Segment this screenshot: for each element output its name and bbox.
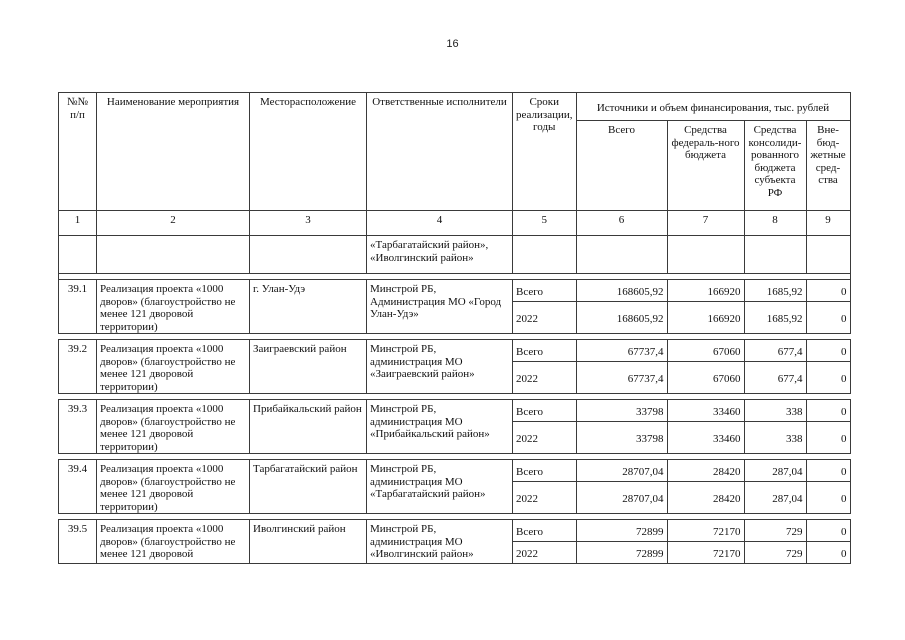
federal-cell: 72170 — [667, 542, 744, 564]
column-number: 5 — [513, 211, 577, 236]
offbudget-cell: 0 — [806, 302, 850, 334]
measure-name: Реализация проекта «1000 дворов» (благоустройство не менее 121 дворовой территории) — [97, 400, 250, 454]
header-total: Всего — [576, 121, 667, 211]
total-cell: 67737,4 — [576, 362, 667, 394]
total-cell: 168605,92 — [576, 302, 667, 334]
offbudget-cell: 0 — [806, 460, 850, 482]
offbudget-cell: 0 — [806, 482, 850, 514]
term-cell: 2022 — [513, 422, 577, 454]
column-number: 6 — [576, 211, 667, 236]
consolidated-cell: 338 — [744, 400, 806, 422]
measure-executors: Минстрой РБ, администрация МО «Заиграевский район» — [367, 340, 513, 394]
total-cell: 28707,04 — [576, 482, 667, 514]
term-cell: Всего — [513, 520, 577, 542]
page-number: 16 — [446, 38, 459, 50]
consolidated-cell: 729 — [744, 520, 806, 542]
offbudget-cell: 0 — [806, 520, 850, 542]
empty-cell — [744, 236, 806, 274]
consolidated-cell: 1685,92 — [744, 302, 806, 334]
measure-num: 39.3 — [59, 400, 97, 454]
empty-cell — [97, 236, 250, 274]
term-cell: 2022 — [513, 302, 577, 334]
measure-row — [59, 340, 851, 362]
empty-cell — [59, 236, 97, 274]
column-number: 2 — [97, 211, 250, 236]
measure-name: Реализация проекта «1000 дворов» (благоустройство не менее 121 дворовой территории) — [97, 340, 250, 394]
federal-cell: 28420 — [667, 482, 744, 514]
continuation-row — [59, 236, 851, 274]
offbudget-cell: 0 — [806, 362, 850, 394]
consolidated-cell: 287,04 — [744, 460, 806, 482]
federal-cell: 166920 — [667, 280, 744, 302]
offbudget-cell: 0 — [806, 542, 850, 564]
measure-name: Реализация проекта «1000 дворов» (благоустройство не менее 121 дворовой — [97, 520, 250, 564]
header-num: №№ п/п — [59, 93, 97, 211]
total-cell: 72899 — [576, 542, 667, 564]
header-terms: Сроки реализации, годы — [513, 93, 577, 211]
consolidated-cell: 338 — [744, 422, 806, 454]
measure-location: Тарбагатайский район — [250, 460, 367, 514]
measure-num: 39.5 — [59, 520, 97, 564]
total-cell: 33798 — [576, 422, 667, 454]
empty-cell — [806, 236, 850, 274]
federal-cell: 166920 — [667, 302, 744, 334]
federal-cell: 33460 — [667, 422, 744, 454]
measure-num: 39.1 — [59, 280, 97, 334]
column-number: 9 — [806, 211, 850, 236]
measure-row — [59, 460, 851, 482]
header-row — [59, 93, 851, 121]
offbudget-cell: 0 — [806, 340, 850, 362]
consolidated-cell: 677,4 — [744, 340, 806, 362]
consolidated-cell: 677,4 — [744, 362, 806, 394]
offbudget-cell: 0 — [806, 422, 850, 454]
offbudget-cell: 0 — [806, 280, 850, 302]
header-consolidated: Средства консолиди-рованного бюджета субъекта РФ — [744, 121, 806, 211]
term-cell: Всего — [513, 280, 577, 302]
header-federal: Средства федераль-ного бюджета — [667, 121, 744, 211]
measure-location: г. Улан-Удэ — [250, 280, 367, 334]
measure-executors: Минстрой РБ, администрация МО «Прибайкальский район» — [367, 400, 513, 454]
header-executors: Ответственные исполнители — [367, 93, 513, 211]
header-name: Наименование мероприятия — [97, 93, 250, 211]
header-offbudget: Вне-бюд-жетные сред-ства — [806, 121, 850, 211]
measure-executors: Минстрой РБ, администрация МО «Тарбагатайский район» — [367, 460, 513, 514]
empty-cell — [250, 236, 367, 274]
measure-location: Прибайкальский район — [250, 400, 367, 454]
continuation-executors: «Тарбагатайский район», «Иволгинский район» — [367, 236, 513, 274]
consolidated-cell: 1685,92 — [744, 280, 806, 302]
measure-location: Иволгинский район — [250, 520, 367, 564]
column-number: 7 — [667, 211, 744, 236]
measure-num: 39.2 — [59, 340, 97, 394]
empty-cell — [513, 236, 577, 274]
consolidated-cell: 729 — [744, 542, 806, 564]
federal-cell: 67060 — [667, 340, 744, 362]
column-number-row — [59, 211, 851, 236]
total-cell: 72899 — [576, 520, 667, 542]
total-cell: 67737,4 — [576, 340, 667, 362]
term-cell: Всего — [513, 400, 577, 422]
total-cell: 168605,92 — [576, 280, 667, 302]
measure-executors: Минстрой РБ, Администрация МО «Город Улан-Удэ» — [367, 280, 513, 334]
term-cell: 2022 — [513, 362, 577, 394]
offbudget-cell: 0 — [806, 400, 850, 422]
federal-cell: 72170 — [667, 520, 744, 542]
financing-table — [58, 92, 851, 564]
total-cell: 33798 — [576, 400, 667, 422]
column-number: 3 — [250, 211, 367, 236]
term-cell: 2022 — [513, 482, 577, 514]
measure-row — [59, 520, 851, 542]
term-cell: Всего — [513, 340, 577, 362]
measure-executors: Минстрой РБ, администрация МО «Иволгинский район» — [367, 520, 513, 564]
federal-cell: 28420 — [667, 460, 744, 482]
column-number: 4 — [367, 211, 513, 236]
measure-name: Реализация проекта «1000 дворов» (благоустройство не менее 121 дворовой территории) — [97, 280, 250, 334]
measure-row — [59, 280, 851, 302]
column-number: 8 — [744, 211, 806, 236]
header-finance-group: Источники и объем финансирования, тыс. рублей — [576, 93, 850, 121]
empty-cell — [576, 236, 667, 274]
column-number: 1 — [59, 211, 97, 236]
term-cell: Всего — [513, 460, 577, 482]
empty-cell — [667, 236, 744, 274]
header-location: Месторасположение — [250, 93, 367, 211]
measure-num: 39.4 — [59, 460, 97, 514]
total-cell: 28707,04 — [576, 460, 667, 482]
federal-cell: 33460 — [667, 400, 744, 422]
term-cell: 2022 — [513, 542, 577, 564]
measure-row — [59, 400, 851, 422]
measure-name: Реализация проекта «1000 дворов» (благоустройство не менее 121 дворовой территории) — [97, 460, 250, 514]
federal-cell: 67060 — [667, 362, 744, 394]
consolidated-cell: 287,04 — [744, 482, 806, 514]
measure-location: Заиграевский район — [250, 340, 367, 394]
